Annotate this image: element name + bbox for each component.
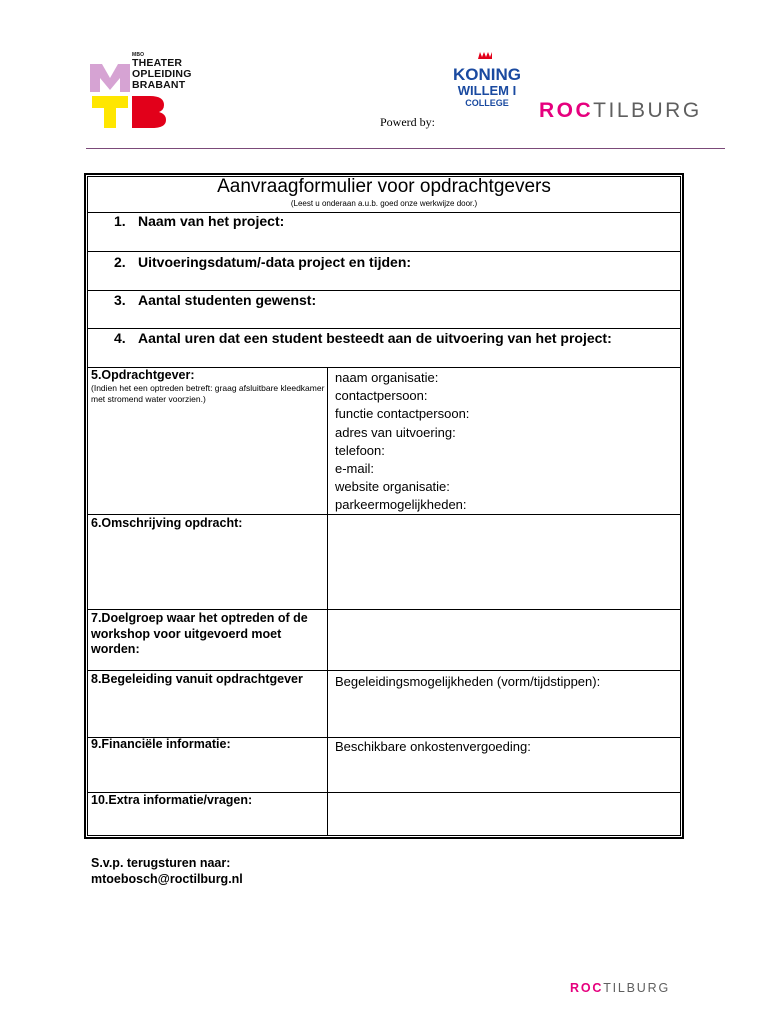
kw-line3: COLLEGE <box>465 98 509 108</box>
header-divider <box>86 148 725 149</box>
section9-label: 9.Financiële informatie: <box>91 737 231 751</box>
field-naam-organisatie: naam organisatie: <box>335 370 439 385</box>
kw-line2: WILLEM I <box>457 83 517 98</box>
koning-willem-logo-icon <box>446 50 528 112</box>
mtb-logo-text <box>132 52 192 91</box>
roc-tilburg-footer-logo <box>570 981 670 995</box>
question-4-label: Aantal uren dat een student besteedt aan de uitvoering van het project: <box>138 330 612 346</box>
section7-label: 7.Doelgroep waar het optreden of de workshop voor uitgevoerd moet worden: <box>91 611 308 656</box>
question-2-number: 2. <box>114 254 126 270</box>
form-title: Aanvraagformulier voor opdrachtgevers <box>217 176 551 197</box>
question-3-label: Aantal studenten gewenst: <box>138 292 317 308</box>
mtb-small-text: MBO <box>132 52 145 58</box>
field-functie-contactpersoon: functie contactpersoon: <box>335 406 470 422</box>
return-email-link[interactable]: mtoebosch@roctilburg.nl <box>91 872 243 886</box>
question-1[interactable] <box>114 213 284 229</box>
row-divider <box>87 251 681 252</box>
question-4[interactable] <box>114 330 612 346</box>
mtb-line1: THEATER <box>132 57 183 69</box>
kw-line1: KONING <box>453 65 521 84</box>
question-1-label: Naam van het project: <box>138 213 285 229</box>
question-3[interactable] <box>114 292 316 308</box>
roc-footer-part2: TILBURG <box>603 981 670 995</box>
mtb-line3: BRABANT <box>132 79 186 91</box>
section5-fields[interactable] <box>335 369 469 515</box>
section6-label: 6.Omschrijving opdracht: <box>91 516 243 530</box>
powered-by-label: Powerd by: <box>380 115 435 129</box>
row-divider <box>87 290 681 291</box>
section10-answer-field[interactable] <box>328 793 680 835</box>
section5-label: 5.Opdrachtgever: <box>91 368 195 382</box>
return-label: S.v.p. terugsturen naar: <box>91 856 231 870</box>
section10-label: 10.Extra informatie/vragen: <box>91 793 253 807</box>
roc-logo-part2: TILBURG <box>593 99 702 122</box>
roc-footer-part1: ROC <box>570 981 604 995</box>
field-email: e-mail: <box>335 461 375 477</box>
field-contactpersoon: contactpersoon: <box>335 388 428 404</box>
section9-right-text[interactable]: Beschikbare onkostenvergoeding: <box>335 739 531 754</box>
question-2-label: Uitvoeringsdatum/-data project en tijden: <box>138 254 412 270</box>
section7-answer-field[interactable] <box>328 610 680 669</box>
return-instructions <box>91 855 243 887</box>
roc-tilburg-logo <box>539 99 702 123</box>
row-divider <box>87 328 681 329</box>
section8-right-text[interactable]: Begeleidingsmogelijkheden (vorm/tijdstippen): <box>335 674 601 689</box>
question-2[interactable] <box>114 254 411 270</box>
field-parkeermogelijkheden: parkeermogelijkheden: <box>335 497 467 513</box>
field-adres-uitvoering: adres van uitvoering: <box>335 424 456 440</box>
section5-note: (Indien het een optreden betreft: graag afsluitbare kleedkamer met stromend water voorzien.) <box>91 383 325 404</box>
question-1-number: 1. <box>114 213 126 229</box>
form-subtitle: (Leest u onderaan a.u.b. goed onze werkwijze door.) <box>290 199 478 208</box>
question-3-number: 3. <box>114 292 126 308</box>
mtb-line2: OPLEIDING <box>132 68 192 80</box>
field-telefoon: telefoon: <box>335 442 385 458</box>
section6-answer-field[interactable] <box>328 515 680 608</box>
field-website-organisatie: website organisatie: <box>335 479 450 495</box>
question-4-number: 4. <box>114 330 126 346</box>
roc-logo-part1: ROC <box>539 99 594 122</box>
section8-label: 8.Begeleiding vanuit opdrachtgever <box>91 672 303 686</box>
row-divider <box>87 670 681 671</box>
